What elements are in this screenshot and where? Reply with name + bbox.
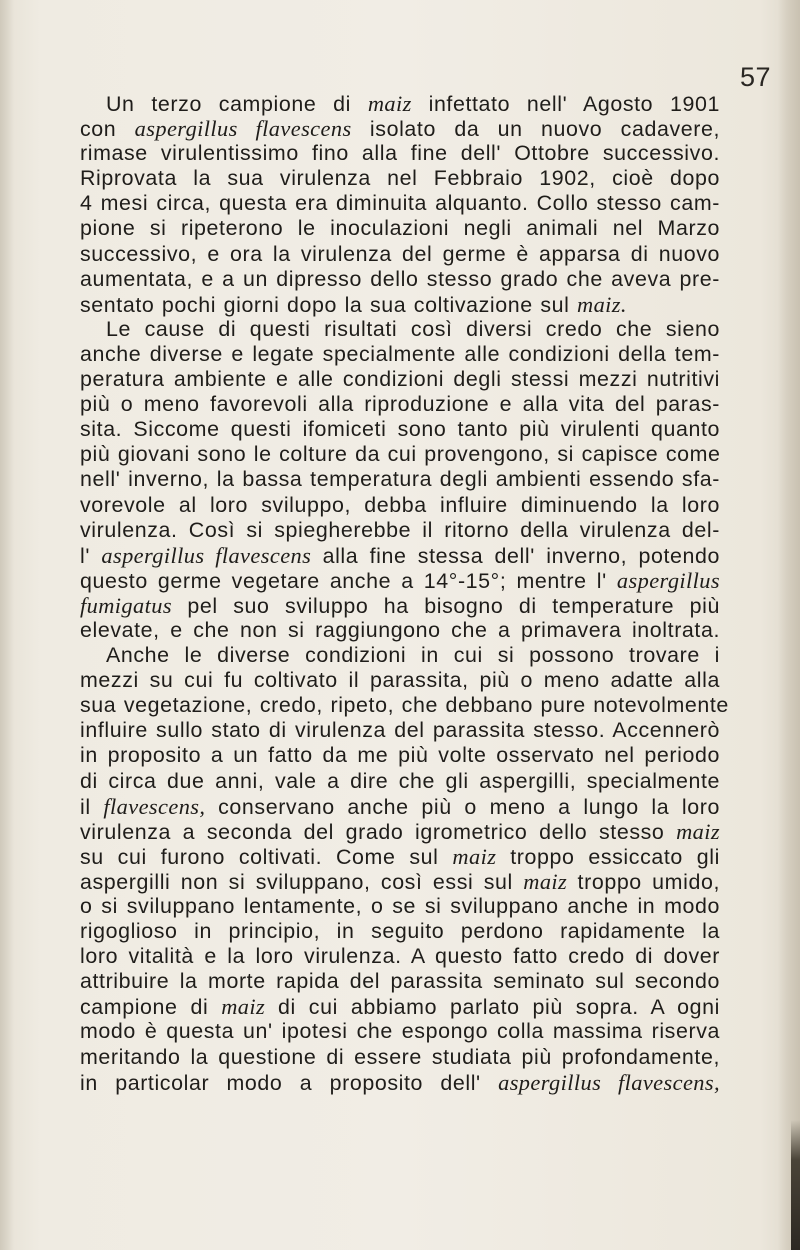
italic-term: maiz [523, 868, 568, 894]
text-line [80, 1045, 720, 1070]
text-segment: aumentata, e a un dipresso dello stesso grado che aveva pre- [80, 266, 720, 291]
italic-term: maiz [221, 994, 266, 1020]
italic-term: aspergillus flavescens [101, 542, 312, 568]
text-segment: di circa due anni, vale a dire che gli aspergilli, specialmente [80, 768, 720, 793]
italic-term: aspergillus flavescens [134, 116, 352, 142]
text-segment: conservano anche più o meno a lungo la loro [205, 794, 721, 819]
text-segment: alla fine stessa dell' inverno, potendo [311, 543, 720, 568]
text-line [80, 216, 720, 241]
text-line [80, 869, 720, 894]
text-line [80, 994, 720, 1019]
text-line [80, 618, 720, 643]
text-segment: isolato da un nuovo cadavere, [351, 117, 720, 142]
italic-term: aspergillus flavescens, [498, 1069, 720, 1095]
text-segment: campione di [80, 995, 222, 1020]
text-line [80, 317, 720, 342]
text-line [80, 794, 720, 819]
text-segment: più giovani sono le colture da cui provengono, si capisce come [80, 442, 721, 467]
text-line [80, 919, 720, 944]
text-segment: aspergilli non si sviluppano, così essi sul [80, 869, 524, 894]
text-segment: loro vitalità e la loro virulenza. A questo fatto credo di dover [80, 944, 720, 969]
text-segment: mezzi su cui fu coltivato il parassita, più o meno adatte alla [80, 668, 720, 693]
text-line [80, 593, 720, 618]
text-line [80, 367, 720, 392]
text-segment: meritando la questione di essere studiata più profondamente, [80, 1044, 720, 1069]
text-line [80, 141, 720, 166]
text-line [80, 819, 720, 844]
text-segment: infettato nell' Agosto 1901 [411, 92, 720, 116]
text-segment: in particolar modo a proposito dell' [80, 1070, 499, 1095]
text-line [80, 693, 729, 718]
text-line [80, 191, 720, 216]
text-line [80, 1019, 720, 1044]
text-line [80, 417, 720, 442]
italic-term: fumigatus [80, 592, 172, 618]
text-segment: attribuire la morte rapida del parassita seminato sul secondo [80, 969, 720, 994]
text-segment: 4 mesi circa, questa era diminuita alquanto. Collo stesso cam- [80, 191, 720, 216]
text-line [80, 543, 720, 568]
text-segment: con [80, 117, 135, 142]
text-segment: Le cause di questi risultati così diversi credo che sieno [106, 316, 720, 341]
text-segment: Anche le diverse condizioni in cui si possono trovare i [106, 643, 720, 668]
italic-term: maiz [367, 91, 412, 116]
italic-term: maiz [452, 843, 497, 869]
page-gutter-shadow [0, 0, 14, 1250]
text-segment: elevate, e che non si raggiungono che a primavera inoltrata. [80, 617, 720, 642]
text-segment: rigoglioso in principio, in seguito perdono rapidamente la [80, 919, 720, 944]
text-line [80, 292, 720, 317]
body-text [80, 91, 729, 1095]
text-segment: sentato pochi giorni dopo la sua coltivazione sul [80, 292, 578, 317]
text-line [80, 467, 720, 492]
text-segment: troppo essiccato gli [496, 844, 720, 869]
text-line [80, 643, 720, 668]
text-line [80, 969, 720, 994]
text-segment: influire sullo stato di virulenza del parassita stesso. Accennerò [80, 718, 720, 743]
text-line [80, 668, 720, 693]
text-line [80, 493, 720, 518]
text-segment: troppo umido, [567, 869, 720, 894]
page-number: 57 [740, 62, 772, 92]
text-line [80, 116, 720, 141]
text-line [80, 568, 720, 593]
text-line [80, 392, 720, 417]
text-line [80, 267, 720, 292]
text-segment: sua vegetazione, credo, ripeto, che debbano pure notevolmente [80, 693, 729, 718]
text-segment: o si sviluppano lentamente, o se si sviluppano anche in modo [80, 894, 720, 918]
text-segment: nell' inverno, la bassa temperatura degli ambienti essendo sfa- [80, 467, 720, 492]
text-line [80, 944, 720, 969]
text-line [80, 718, 720, 743]
text-segment: di cui abbiamo parlato più sopra. A ogni [265, 995, 720, 1020]
text-segment: il [80, 794, 104, 819]
text-segment: l' [80, 543, 102, 568]
text-segment: virulenza a seconda del grado igrometrico dello stesso [80, 819, 677, 844]
text-segment: peratura ambiente e alle condizioni degli stessi mezzi nutritivi [80, 367, 720, 392]
text-segment: anche diverse e legate specialmente alle condizioni della tem- [80, 341, 720, 366]
text-segment: più o meno favorevoli alla riproduzione e alla vita del paras- [80, 392, 720, 417]
italic-term: flavescens, [103, 793, 206, 819]
text-line [80, 769, 720, 794]
text-line [80, 518, 720, 543]
text-segment: successivo, e ora la virulenza del germe è apparsa di nuovo [80, 241, 720, 266]
text-line [80, 894, 720, 919]
italic-term: aspergillus [616, 567, 720, 593]
text-segment: pel suo sviluppo ha bisogno di temperature più [171, 593, 720, 618]
text-line [80, 743, 720, 768]
italic-term: maiz. [577, 291, 627, 317]
text-segment: Un terzo campione di [106, 92, 368, 116]
italic-term: maiz [676, 818, 720, 844]
page-edge-shadow [791, 1120, 800, 1250]
text-segment: rimase virulentissimo fino alla fine dell' Ottobre successivo. [80, 141, 720, 166]
text-segment: in proposito a un fatto da me più volte osservato nel periodo [80, 743, 720, 768]
text-segment: vorevole al loro sviluppo, debba influire diminuendo la loro [80, 492, 720, 517]
text-line [80, 91, 720, 116]
text-line [80, 242, 720, 267]
text-segment: questo germe vegetare anche a 14°-15°; mentre l' [80, 568, 617, 593]
text-segment: su cui furono coltivati. Come sul [80, 844, 453, 869]
text-segment: sita. Siccome questi ifomiceti sono tanto più virulenti quanto [80, 417, 720, 442]
text-segment: pione si ripeterono le inoculazioni negli animali nel Marzo [80, 216, 720, 241]
text-line [80, 342, 720, 367]
text-segment: Riprovata la sua virulenza nel Febbraio 1902, cioè dopo [80, 166, 720, 191]
text-line [80, 166, 720, 191]
text-line [80, 1070, 720, 1095]
page-edge [778, 0, 800, 1250]
text-line [80, 844, 720, 869]
text-segment: modo è questa un' ipotesi che espongo colla massima riserva [80, 1019, 720, 1044]
text-line [80, 442, 720, 467]
text-segment: virulenza. Così si spiegherebbe il ritorno della virulenza del- [80, 517, 720, 542]
